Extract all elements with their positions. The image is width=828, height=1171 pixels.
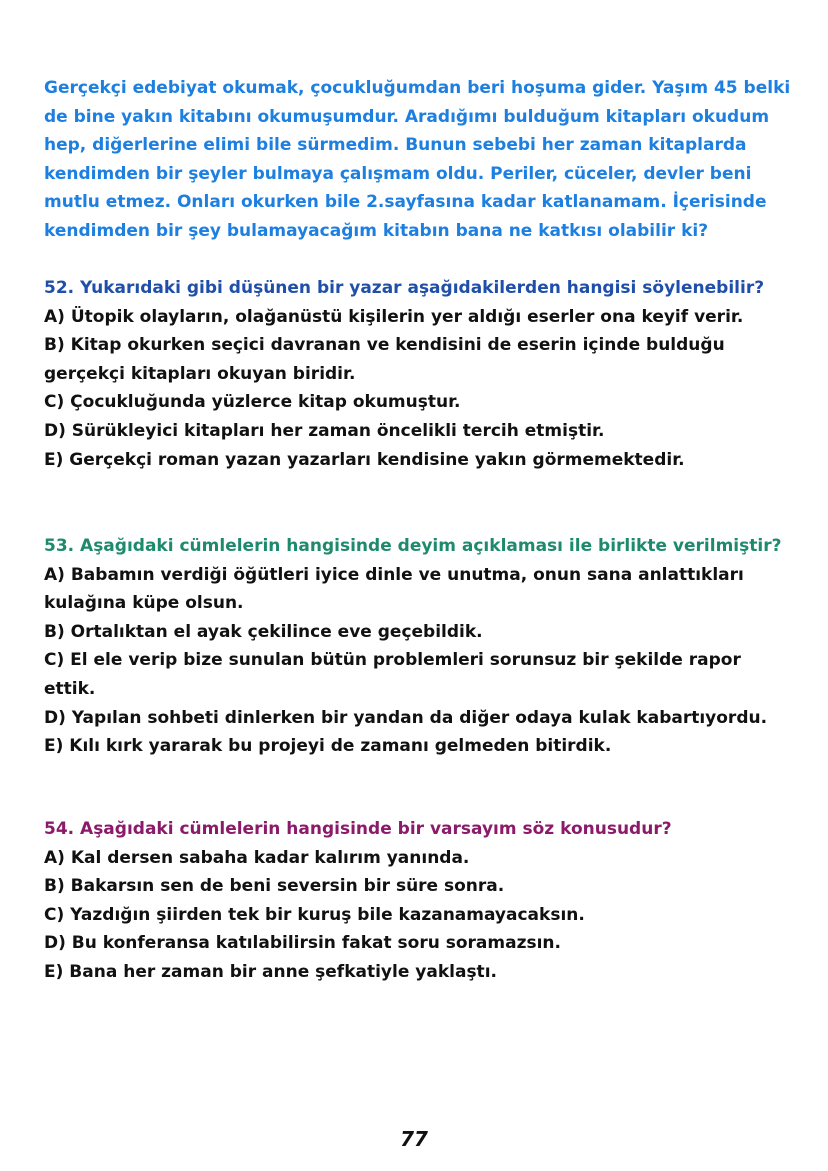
option-a-continued: kulağına küpe olsun. <box>44 593 244 614</box>
passage-line: Gerçekçi edebiyat okumak, çocukluğumdan beri hoşuma gider. Yaşım 45 belki <box>44 78 791 98</box>
option-b: B) Bakarsın sen de beni seversin bir süre sonra. <box>44 876 505 897</box>
option-b-continued: gerçekçi kitapları okuyan biridir. <box>44 363 356 384</box>
option-b: B) Ortalıktan el ayak çekilince eve geçebildik. <box>44 621 483 642</box>
passage-line: mutlu etmez. Onları okurken bile 2.sayfasına kadar katlanamam. İçerisinde <box>44 192 767 213</box>
question-53-text: 53. Aşağıdaki cümlelerin hangisinde deyim açıklaması ile birlikte verilmiştir? <box>44 536 782 556</box>
option-d: D) Sürükleyici kitapları her zaman öncelikli tercih etmiştir. <box>44 420 605 441</box>
question-54 <box>44 815 794 987</box>
option-e: E) Gerçekçi roman yazan yazarları kendisine yakın görmemektedir. <box>44 449 685 470</box>
passage-line: kendimden bir şey bulamayacağım kitabın bana ne katkısı olabilir ki? <box>44 220 709 241</box>
option-a: A) Kal dersen sabaha kadar kalırım yanında. <box>44 847 470 868</box>
option-c: C) El ele verip bize sunulan bütün problemleri sorunsuz bir şekilde rapor <box>44 650 741 671</box>
option-c: C) Çocukluğunda yüzlerce kitap okumuştur. <box>44 392 461 413</box>
passage-line: hep, diğerlerine elimi bile sürmedim. Bunun sebebi her zaman kitaplarda <box>44 135 747 156</box>
option-d: D) Yapılan sohbeti dinlerken bir yandan da diğer odaya kulak kabartıyordu. <box>44 707 768 728</box>
option-e: E) Bana her zaman bir anne şefkatiyle yaklaştı. <box>44 961 497 982</box>
option-a: A) Babamın verdiği öğütleri iyice dinle ve unutma, onun sana anlattıkları <box>44 564 744 585</box>
passage-line: de bine yakın kitabını okumuşumdur. Aradığımı bulduğum kitapları okudum <box>44 106 770 127</box>
reading-passage <box>44 74 794 246</box>
question-54-text: 54. Aşağıdaki cümlelerin hangisinde bir varsayım söz konusudur? <box>44 819 672 839</box>
option-a: A) Ütopik olayların, olağanüstü kişilerin yer aldığı eserler ona keyif verir. <box>44 306 744 327</box>
question-52-text: 52. Yukarıdaki gibi düşünen bir yazar aşağıdakilerden hangisi söylenebilir? <box>44 278 765 298</box>
passage-line: kendimden bir şeyler bulmaya çalışmam oldu. Periler, cüceler, devler beni <box>44 163 752 184</box>
option-e: E) Kılı kırk yararak bu projeyi de zamanı gelmeden bitirdik. <box>44 736 612 757</box>
page-number: 77 <box>400 1127 428 1151</box>
option-b: B) Kitap okurken seçici davranan ve kendisini de eserin içinde bulduğu <box>44 335 725 356</box>
option-d: D) Bu konferansa katılabilirsin fakat soru soramazsın. <box>44 933 561 954</box>
option-c-continued: ettik. <box>44 678 96 699</box>
question-53 <box>44 532 794 761</box>
option-c: C) Yazdığın şiirden tek bir kuruş bile kazanamayacaksın. <box>44 904 585 925</box>
question-52 <box>44 274 794 474</box>
